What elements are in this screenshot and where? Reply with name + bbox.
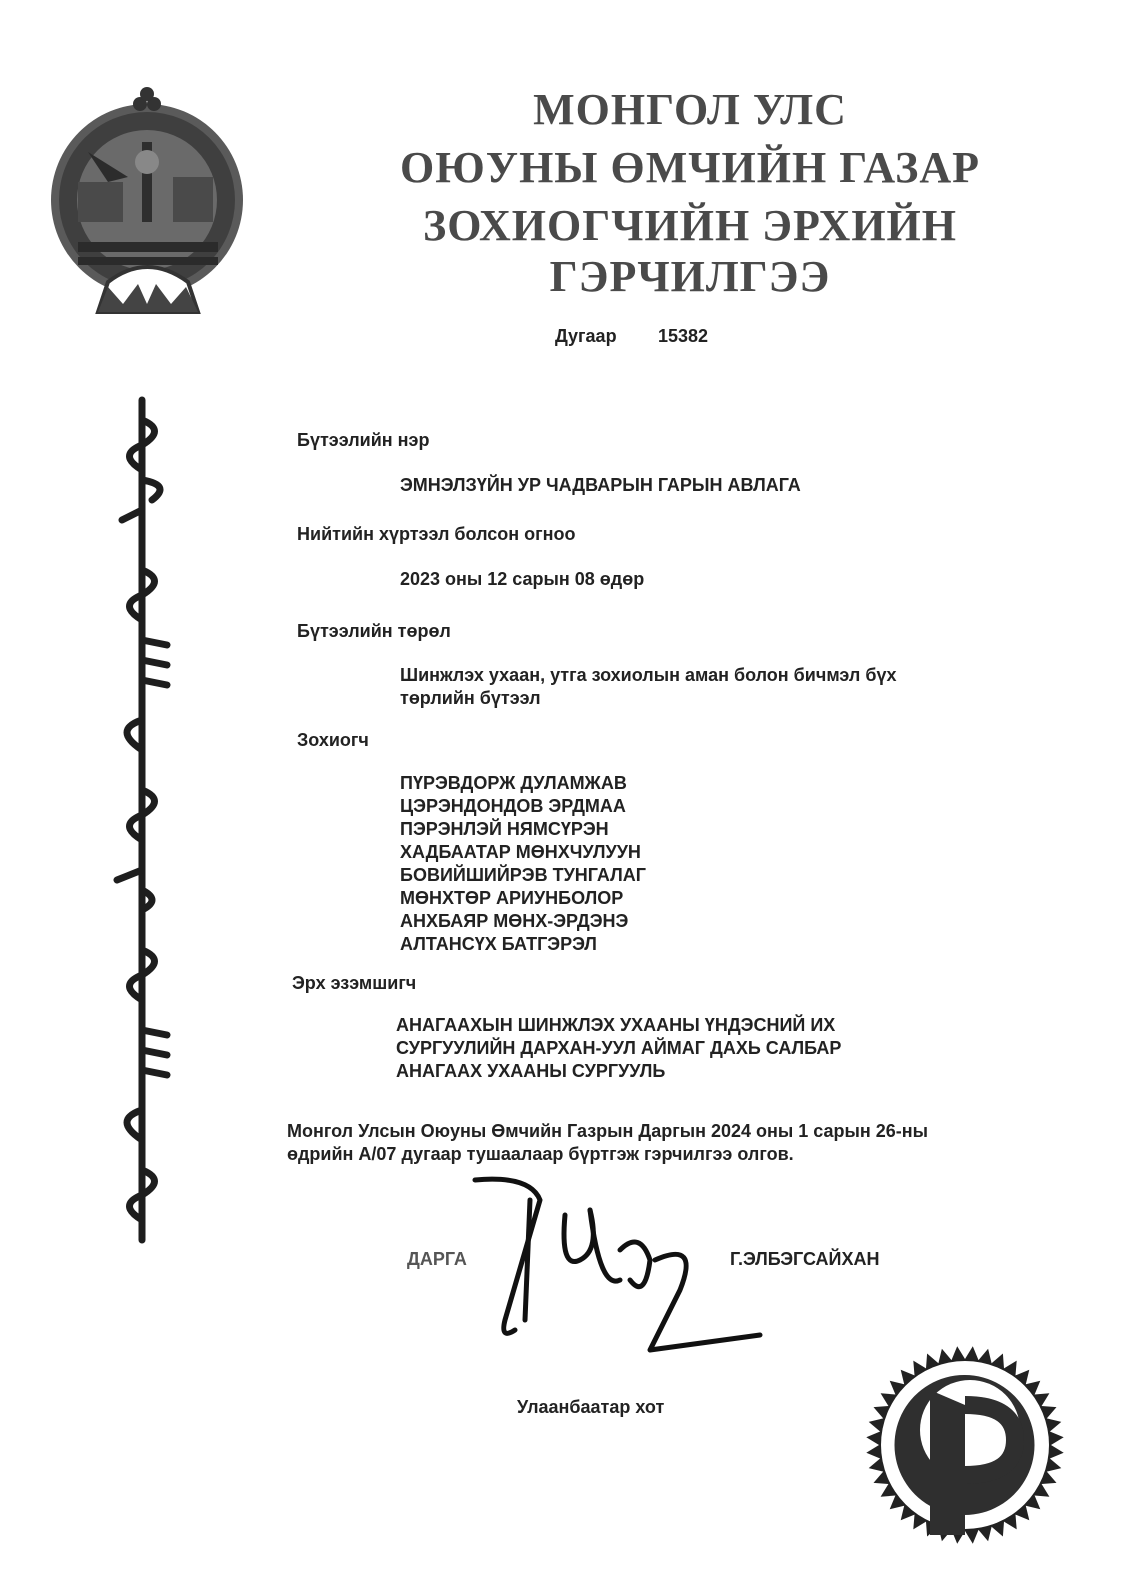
mongolian-script-icon bbox=[102, 390, 182, 1250]
author-name: ПЭРЭНЛЭЙ НЯМСҮРЭН bbox=[400, 819, 609, 839]
signature-icon bbox=[470, 1170, 770, 1370]
rights-holder-label: Эрх эзэмшигч bbox=[292, 973, 417, 993]
author-name: МӨНХТӨР АРИУНБОЛОР bbox=[400, 888, 624, 908]
rights-holder-line: СУРГУУЛИЙН ДАРХАН-УУЛ АЙМАГ ДАХЬ САЛБАР bbox=[396, 1038, 842, 1058]
number-value: 15382 bbox=[658, 326, 709, 346]
work-name-label: Бүтээлийн нэр bbox=[297, 430, 430, 450]
rights-holder-line: АНАГААХ УХААНЫ СУРГУУЛЬ bbox=[396, 1061, 666, 1081]
author-name: АНХБАЯР МӨНХ-ЭРДЭНЭ bbox=[400, 911, 629, 931]
rights-holder-line: АНАГААХЫН ШИНЖЛЭХ УХААНЫ ҮНДЭСНИЙ ИХ bbox=[396, 1015, 836, 1035]
authors-list bbox=[400, 772, 646, 956]
author-name: ЦЭРЭНДОНДОВ ЭРДМАА bbox=[400, 796, 626, 816]
work-type-line: Шинжлэх ухаан, утга зохиолын аман болон бичмэл бүх bbox=[400, 665, 897, 685]
decree-line: Монгол Улсын Оюуны Өмчийн Газрын Даргын 2024 оны 1 сарын 26-ны bbox=[287, 1121, 929, 1141]
work-type-value bbox=[400, 664, 896, 710]
author-name: ХАДБААТАР МӨНХЧУЛУУН bbox=[400, 842, 641, 862]
state-emblem-icon bbox=[48, 82, 246, 318]
country-title: МОНГОЛ УЛС bbox=[533, 85, 847, 134]
author-name: БОВИЙШИЙРЭВ ТУНГАЛАГ bbox=[400, 865, 646, 885]
work-type-label: Бүтээлийн төрөл bbox=[297, 621, 451, 641]
agency-title: ОЮУНЫ ӨМЧИЙН ГАЗАР bbox=[400, 143, 980, 192]
decree-text bbox=[287, 1120, 928, 1166]
work-type-line: төрлийн бүтээл bbox=[400, 688, 541, 708]
certificate-title: ЗОХИОГЧИЙН ЭРХИЙН ГЭРЧИЛГЭЭ bbox=[422, 201, 958, 301]
signatory-title: ДАРГА bbox=[407, 1249, 467, 1269]
publication-date-label: Нийтийн хүртээл болсон огноо bbox=[297, 524, 576, 544]
author-name: АЛТАНСҮХ БАТГЭРЭЛ bbox=[400, 934, 597, 954]
number-label: Дугаар bbox=[555, 326, 617, 346]
author-name: ПҮРЭВДОРЖ ДУЛАМЖАВ bbox=[400, 773, 627, 793]
ip-seal-icon bbox=[865, 1345, 1065, 1545]
publication-date-value: 2023 оны 12 сарын 08 өдөр bbox=[400, 569, 645, 589]
authors-label: Зохиогч bbox=[297, 730, 369, 750]
rights-holder-value bbox=[396, 1014, 841, 1083]
signatory-name: Г.ЭЛБЭГСАЙХАН bbox=[730, 1249, 880, 1269]
decree-line: өдрийн А/07 дугаар тушаалаар бүртгэж гэрчилгээ олгов. bbox=[287, 1144, 794, 1164]
place: Улаанбаатар хот bbox=[517, 1397, 665, 1417]
work-name-value: ЭМНЭЛЗҮЙН УР ЧАДВАРЫН ГАРЫН АВЛАГА bbox=[400, 475, 801, 495]
